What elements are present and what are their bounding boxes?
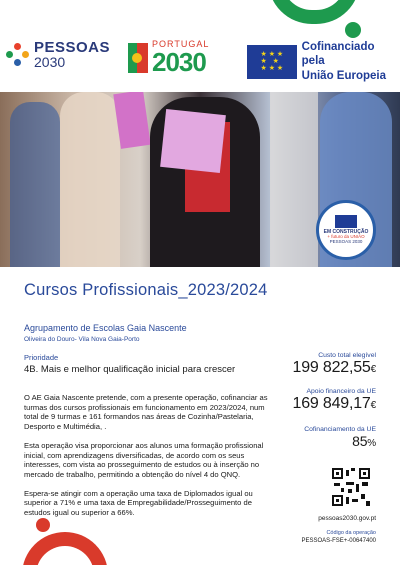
portugal-logo-year: 2030 <box>152 47 206 77</box>
pessoas-logo-year: 2030 <box>34 54 66 70</box>
eu-logo-line1: Cofinanciado pela <box>301 41 375 68</box>
eu-flag-icon: ★ ★ ★ ★ ★ ★ ★ ★ <box>247 45 297 79</box>
eu-rate-block <box>256 426 376 449</box>
priority-label: Prioridade <box>24 353 59 362</box>
decorative-green-arc <box>268 0 360 24</box>
operation-code-label: Código da operação <box>326 530 376 536</box>
beneficiary-location: Oliveira do Douro- Vila Nova Gaia-Porto <box>24 336 140 343</box>
seal-line2: + futuro da UNIÃO <box>327 234 365 240</box>
total-cost-label: Custo total elegível <box>318 352 376 359</box>
operation-code: PESSOAS-FSE+-00647400 <box>301 538 376 544</box>
logo-bar <box>0 36 400 82</box>
eu-support-unit: € <box>370 400 376 411</box>
portugal-2030-logo <box>128 40 209 75</box>
pessoas-mark-icon <box>6 43 30 67</box>
eu-rate-unit: % <box>367 438 376 449</box>
beneficiary-name: Agrupamento de Escolas Gaia Nascente <box>24 323 187 333</box>
pessoas-logo-name: PESSOAS <box>34 39 111 56</box>
construction-seal <box>316 200 376 260</box>
portugal-logo-country: PORTUGAL <box>152 39 210 49</box>
eu-cofunding-logo <box>247 40 400 83</box>
description-paragraph: Esta operação visa proporcionar aos alunos uma formação profissional inicial, com aprendizagens diversificadas, de acordo com os seus interesses, com vista ao prosseguimento de estudos ou à inserção no mercado de trabalho, permitindo a obtenção do nível 4 do QNQ. <box>24 440 264 480</box>
project-description <box>24 393 274 527</box>
description-paragraph: O AE Gaia Nascente pretende, com a presente operação, cofinanciar as turmas dos cursos profissionais em funcionamento em 2023/2024, num total de 9 turmas e 161 formandos nas áreas de Cozinha/Pastelaria, Desporto e Multimédia, . <box>24 393 268 432</box>
seal-line1: EM CONSTRUÇÃO <box>323 228 369 235</box>
total-cost-unit: € <box>370 364 376 375</box>
project-title: Cursos Profissionais_2023/2024 <box>24 281 268 299</box>
priority-value: 4B. Mais e melhor qualificação inicial para crescer <box>24 364 236 375</box>
description-paragraph: Espera-se atingir com a operação uma taxa de Diplomados igual ou superior a 71% e uma taxa de Empregabilidade/Prosseguimento de estudos igual ou superior a 66%. <box>24 488 253 518</box>
eu-support-label: Apoio financeiro da UE <box>306 388 376 395</box>
decorative-red-arc <box>22 532 108 565</box>
eu-support-block <box>256 388 376 413</box>
total-cost-block <box>256 352 376 377</box>
eu-support-value: 169 849,17 <box>292 395 371 412</box>
seal-eu-flag-icon <box>335 215 357 228</box>
pessoas-2030-logo <box>6 40 110 69</box>
website-link[interactable]: pessoas2030.gov.pt <box>318 515 376 522</box>
eu-logo-line2: União Europeia <box>301 69 387 82</box>
eu-rate-value: 85 <box>352 433 368 449</box>
total-cost-value: 199 822,55 <box>292 359 371 376</box>
eu-rate-label: Cofinanciamento da UE <box>304 426 376 433</box>
portugal-flag-icon <box>128 43 148 73</box>
seal-line3: PESSOAS 2030 <box>329 239 363 245</box>
qr-code[interactable] <box>332 468 370 506</box>
